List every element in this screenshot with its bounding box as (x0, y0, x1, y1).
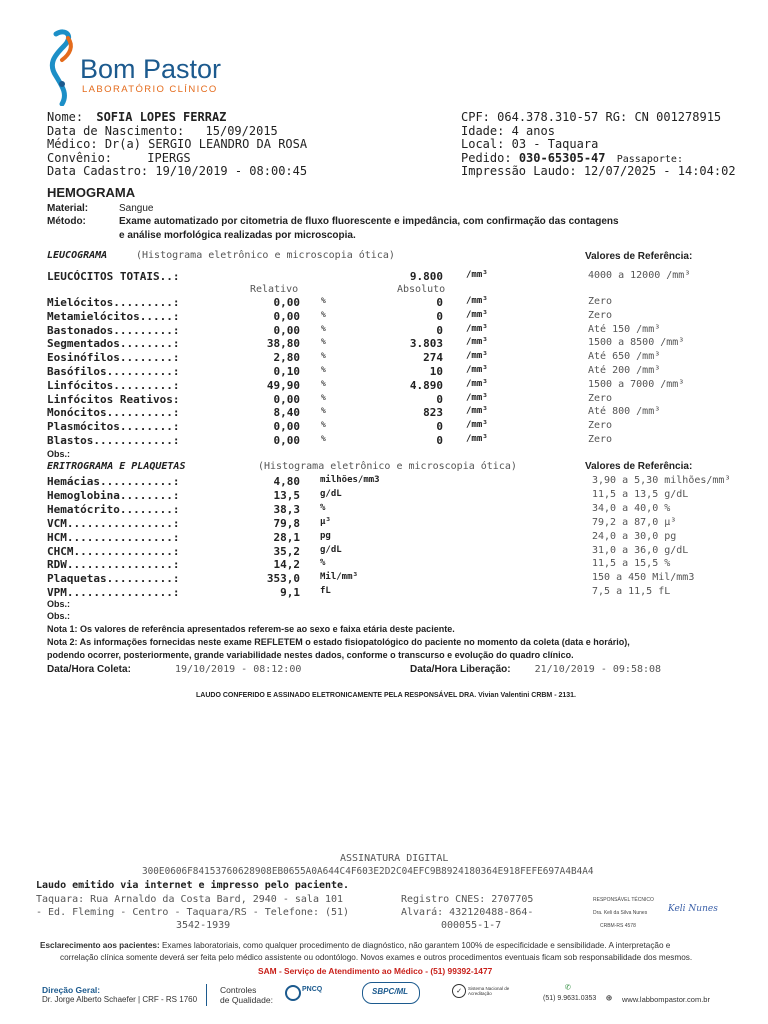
collect-date: 19/10/2019 - 08:12:00 (174, 664, 302, 675)
eritro-row-value: 38,3 (273, 502, 300, 516)
eritro-row (0, 572, 768, 585)
leuco-row-relative: 0,00 (273, 392, 300, 406)
leuco-row-percent: % (321, 365, 326, 374)
eritro-row (0, 517, 768, 530)
leuco-row-absolute: 823 (423, 406, 443, 420)
leuco-row-label: Segmentados........: (47, 337, 180, 351)
leuco-row-unit: /mm³ (466, 420, 488, 431)
eritro-row-value: 28,1 (273, 530, 300, 544)
order-label: Pedido: (461, 151, 512, 165)
alvara-line-2: 000055-1-7 (441, 920, 502, 931)
patient-name-line (47, 110, 226, 124)
age-value: 4 anos (511, 124, 555, 138)
leuco-row-unit: /mm³ (466, 392, 488, 403)
leuco-row-percent: % (321, 378, 326, 388)
doctor-name: Dr(a) SERGIO LEANDRO DA ROSA (104, 137, 308, 151)
leuco-row-absolute: 10 (429, 365, 443, 378)
leuco-row-relative: 8,40 (273, 406, 300, 420)
leuco-row-unit: /mm³ (466, 351, 488, 362)
eritro-row-value: 4,80 (273, 475, 300, 488)
leuco-row-ref: Zero (588, 434, 613, 445)
method-line-2: e análise morfológica realizadas por microscopia. (119, 230, 356, 241)
leuco-row-absolute: 3.803 (409, 337, 443, 351)
doctor-line (47, 137, 307, 151)
leuco-total-ref: 4000 a 12000 /mm³ (588, 270, 691, 281)
sam-line: SAM - Serviço de Atendimento ao Médico - (51) 99392-1477 (258, 966, 493, 976)
absolute-header: Absoluto (397, 284, 446, 295)
name-label: Nome: (47, 110, 84, 124)
material-value: Sangue (119, 203, 154, 214)
registered-line (47, 164, 307, 178)
leuco-row-unit: /mm³ (466, 323, 488, 334)
eritro-row-ref: 7,5 a 11,5 fL (592, 586, 671, 598)
leuco-row-percent: % (321, 323, 326, 333)
eritro-row-unit: g/dL (320, 544, 342, 555)
leuco-row-ref: Até 200 /mm³ (588, 365, 661, 376)
leuco-row-label: Metamielócitos.....: (47, 309, 180, 323)
leuco-row-percent: % (321, 392, 326, 402)
leuco-row (0, 420, 768, 433)
resp-signature: Keli Nunes (668, 904, 718, 914)
registered-label: Data Cadastro: (47, 164, 149, 178)
clarification-line-2: correlação clínica somente deverá ser feita pelo médico assistente ou odontólogo. Novos exames e outros procedimentos eventuais ficam sob responsabilidade dos mesmos. (60, 953, 693, 962)
eritro-row-label: Hematócrito........: (47, 502, 180, 516)
leuco-ref-header: Valores de Referência: (585, 251, 693, 262)
release-date: 21/10/2019 - 09:58:08 (534, 664, 662, 675)
eritro-row-unit: milhões/mm3 (320, 475, 380, 485)
leuco-row-label: Eosinófilos........: (47, 351, 180, 365)
leuco-row-relative: 0,10 (273, 365, 300, 378)
leuco-total-value: 9.800 (409, 270, 443, 283)
eritro-row-value: 35,2 (273, 544, 300, 558)
eritro-row-unit: fL (320, 586, 331, 597)
leuco-row-ref: Zero (588, 420, 613, 432)
leuco-row-label: Blastos............: (47, 434, 180, 447)
insurance-name: IPERGS (147, 151, 191, 165)
leuco-row-absolute: 0 (436, 392, 443, 406)
eritro-row-ref: 79,2 a 87,0 µ³ (592, 516, 677, 528)
eritro-row-value: 79,8 (273, 516, 300, 530)
address-line-2: - Ed. Fleming - Centro - Taquara/RS - Telefone: (51) (36, 907, 350, 918)
logo-mark-icon (42, 28, 84, 106)
leuco-row-ref: Até 800 /mm³ (588, 406, 661, 418)
eritro-obs-1: Obs.: (47, 599, 71, 609)
pncq-circle-icon (285, 985, 301, 1001)
leuco-row-relative: 0,00 (273, 420, 300, 434)
eritro-row (0, 558, 768, 571)
leuco-row (0, 324, 768, 337)
phone: (51) 9.9631.0353 (543, 995, 597, 1002)
leuco-total-unit: /mm³ (466, 270, 488, 280)
eritro-row (0, 503, 768, 516)
eritro-row-unit: µ³ (320, 516, 331, 527)
print-label: Impressão Laudo: (461, 164, 577, 178)
eritro-row-unit: pg (320, 530, 331, 541)
location-line (461, 137, 598, 151)
eritro-row-label: VPM................: (47, 586, 180, 600)
leuco-row-label: Monócitos..........: (47, 406, 180, 420)
eritro-row-label: Hemácias...........: (47, 475, 180, 488)
controls-line-2: de Qualidade: (220, 995, 273, 1005)
leuco-row-unit: /mm³ (466, 406, 488, 417)
leuco-row (0, 365, 768, 378)
sbpc-logo (362, 982, 420, 1004)
director-name: Dr. Jorge Alberto Schaefer | CRF - RS 1760 (42, 995, 198, 1004)
leuco-row-relative: 0,00 (273, 434, 300, 447)
insurance-label: Convênio: (47, 151, 113, 165)
age-line (461, 124, 555, 138)
leuco-row (0, 337, 768, 350)
eritro-row-value: 14,2 (273, 558, 300, 572)
logo-subtitle: LABORATÓRIO CLÍNICO (82, 84, 218, 95)
leuco-row-absolute: 0 (436, 420, 443, 434)
leuco-row-percent: % (321, 420, 326, 430)
leuco-total-row (0, 270, 768, 283)
eritro-row-unit: Mil/mm³ (320, 572, 358, 583)
pncq-text: PNCQ (302, 986, 323, 993)
method-line-1: Exame automatizado por citometria de fluxo fluorescente e impedância, com confirmação das contagens (119, 216, 619, 227)
birth-line (47, 124, 278, 138)
leuco-row-absolute: 0 (436, 309, 443, 323)
clarification-label: Esclarecimento aos pacientes: (40, 941, 160, 950)
leuco-row-percent: % (321, 296, 326, 305)
method-label: Método: (47, 216, 86, 227)
leuco-row-absolute: 0 (436, 323, 443, 337)
eritro-section-title: ERITROGRAMA E PLAQUETAS (47, 461, 186, 472)
leuco-row-unit: /mm³ (466, 378, 488, 389)
leuco-row-percent: % (321, 351, 326, 361)
leuco-row (0, 434, 768, 447)
leuco-row-ref: Zero (588, 309, 613, 321)
signed-note: LAUDO CONFERIDO E ASSINADO ELETRONICAMENTE PELA RESPONSÁVEL DRA. Vivian Valentini CRBM - 2131. (196, 692, 576, 699)
birth-date: 15/09/2015 (205, 124, 278, 138)
leuco-row-ref: Até 150 /mm³ (588, 323, 661, 335)
leuco-row-absolute: 274 (423, 351, 443, 365)
check-icon: ✓ (452, 984, 466, 998)
leuco-row-absolute: 0 (436, 296, 443, 309)
leuco-row-label: Linfócitos Reativos: (47, 392, 180, 406)
controls-line-1: Controles (220, 985, 257, 995)
leuco-row-relative: 0,00 (273, 296, 300, 309)
footer-divider (206, 984, 207, 1006)
material-label: Material: (47, 203, 89, 214)
logo (42, 28, 84, 106)
leuco-row (0, 296, 768, 309)
leuco-row-percent: % (321, 337, 326, 347)
eritro-row-label: RDW................: (47, 558, 180, 572)
cpf-label: CPF: (461, 110, 490, 124)
acred-text: Sistema Nacional de Acreditação (468, 986, 510, 996)
leuco-row (0, 351, 768, 364)
leuco-row-unit: /mm³ (466, 434, 488, 444)
leuco-row (0, 406, 768, 419)
cpf-value: 064.378.310-57 (497, 110, 599, 124)
note-2-line-2: podendo ocorrer, posteriormente, grande variabilidade nestes dados, conforme o transcurso e evolução do quadro clínico. (47, 650, 574, 660)
eritro-obs-2: Obs.: (47, 611, 71, 621)
registered-date: 19/10/2019 - 08:00:45 (155, 164, 308, 178)
leuco-row-label: Linfócitos.........: (47, 378, 180, 392)
alvara-line-1: Alvará: 432120488-864- (401, 907, 534, 918)
logo-name: Bom Pastor (80, 54, 222, 84)
rg-value: CN 001278915 (634, 110, 722, 124)
eritro-row-value: 9,1 (280, 586, 300, 600)
eritro-row (0, 586, 768, 599)
leuco-row-percent: % (321, 406, 326, 416)
leuco-row-relative: 2,80 (273, 351, 300, 365)
release-label: Data/Hora Liberação: (410, 664, 511, 675)
eritro-row-unit: g/dL (320, 488, 342, 499)
print-date: 12/07/2025 - 14:04:02 (583, 164, 736, 178)
eritro-row (0, 531, 768, 544)
eritro-row-ref: 3,90 a 5,30 milhões/mm³ (592, 475, 731, 486)
globe-icon: ⊕ (606, 993, 613, 1004)
exam-title: HEMOGRAMA (47, 185, 136, 200)
address-line-3: 3542-1939 (176, 920, 231, 931)
leuco-row-label: Plasmócitos........: (47, 420, 180, 434)
eritro-row-label: Hemoglobina........: (47, 488, 180, 502)
eritro-row-ref: 34,0 a 40,0 % (592, 502, 671, 514)
cnes: Registro CNES: 2707705 (401, 894, 534, 905)
relative-header: Relativo (250, 284, 299, 295)
leuco-row-percent: % (321, 309, 326, 319)
resp-name: Dra. Keli da Silva Nunes (593, 910, 648, 916)
leuco-row-unit: /mm³ (466, 365, 488, 375)
leuco-row-ref: 1500 a 7000 /mm³ (588, 378, 685, 390)
leuco-row-relative: 38,80 (266, 337, 300, 351)
leuco-row-label: Basófilos..........: (47, 365, 180, 378)
leuco-row-ref: Zero (588, 296, 613, 307)
leuco-row (0, 379, 768, 392)
leuco-row-unit: /mm³ (466, 296, 488, 306)
eritro-row-ref: 11,5 a 13,5 g/dL (592, 488, 689, 500)
passport-label: Passaporte: (616, 154, 683, 165)
leuco-section-note: (Histograma eletrônico e microscopia ótica) (136, 250, 395, 261)
leuco-row-percent: % (321, 434, 326, 443)
location-value: 03 - Taquara (511, 137, 599, 151)
eritro-row-value: 13,5 (273, 488, 300, 502)
eritro-row-ref: 31,0 a 36,0 g/dL (592, 544, 689, 556)
leuco-row-relative: 0,00 (273, 309, 300, 323)
insurance-line (47, 151, 191, 165)
leuco-row-ref: Zero (588, 392, 613, 404)
leuco-row-ref: Até 650 /mm³ (588, 351, 661, 363)
leuco-row-relative: 0,00 (273, 323, 300, 337)
birth-label: Data de Nascimento: (47, 124, 185, 138)
location-label: Local: (461, 137, 505, 151)
order-value: 030-65305-47 (518, 151, 606, 165)
director-label: Direção Geral: (42, 985, 101, 995)
collect-label: Data/Hora Coleta: (47, 664, 131, 675)
leuco-row-label: Mielócitos.........: (47, 296, 180, 309)
eritro-row (0, 489, 768, 502)
doctor-label: Médico: (47, 137, 98, 151)
address-line-1: Taquara: Rua Arnaldo da Costa Bard, 2940 - sala 101 (36, 894, 344, 905)
leuco-row (0, 393, 768, 406)
leuco-row-label: Bastonados.........: (47, 323, 180, 337)
leuco-row-absolute: 0 (436, 434, 443, 447)
clarification-line-1 (40, 941, 670, 950)
eritro-row-ref: 11,5 a 15,5 % (592, 558, 671, 570)
rg-label: RG: (605, 110, 628, 124)
eritro-row-unit: % (320, 502, 326, 513)
note-1: Nota 1: Os valores de referência apresentados referem-se ao sexo e faixa etária deste paciente. (47, 624, 455, 634)
print-line (461, 164, 736, 178)
eritro-row-value: 353,0 (266, 572, 300, 586)
eritro-section-note: (Histograma eletrônico e microscopia ótica) (258, 461, 517, 472)
leuco-row-relative: 49,90 (266, 378, 300, 392)
eritro-row-ref: 150 a 450 Mil/mm3 (592, 572, 695, 584)
leuco-row-unit: /mm³ (466, 309, 488, 320)
release-line (410, 664, 661, 675)
collect-line (47, 664, 301, 675)
patient-name: SOFIA LOPES FERRAZ (96, 110, 227, 124)
resp-title: RESPONSÁVEL TÉCNICO (593, 897, 654, 903)
eritro-row-label: Plaquetas..........: (47, 572, 180, 586)
material-line (47, 203, 154, 214)
eritro-row-label: HCM................: (47, 530, 180, 544)
eritro-row-ref: 24,0 a 30,0 pg (592, 530, 677, 542)
resp-crbm: CRBM-RS 4578 (600, 923, 636, 929)
clarification-text-1: Exames laboratoriais, como qualquer procedimento de diagnóstico, não garantem 100% de especificidade e sensibilidade. A interpretação e (159, 941, 671, 950)
signature-title: ASSINATURA DIGITAL (340, 853, 449, 864)
leuco-section-title: LEUCOGRAMA (47, 250, 108, 261)
eritro-row-label: VCM................: (47, 516, 180, 530)
eritro-row-label: CHCM...............: (47, 544, 180, 558)
sbpc-text: SBPC/ML (372, 987, 408, 996)
leuco-row-unit: /mm³ (466, 337, 488, 348)
age-label: Idade: (461, 124, 505, 138)
leuco-obs: Obs.: (47, 449, 71, 459)
eritro-row-unit: % (320, 558, 326, 569)
signature-hash: 300E0606F84153760628908EB0655A0A644C4F603E2D2C04EFC9B8924180364E918FEFE697A4B4A4 (142, 866, 594, 877)
eritro-ref-header: Valores de Referência: (585, 461, 693, 472)
whatsapp-icon: ✆ (565, 982, 572, 993)
website[interactable]: www.labbompastor.com.br (622, 995, 710, 1004)
leuco-row (0, 310, 768, 323)
internet-note: Laudo emitido via internet e impresso pelo paciente. (36, 880, 350, 891)
order-line (461, 151, 683, 165)
eritro-row (0, 545, 768, 558)
eritro-row (0, 475, 768, 488)
leuco-row-ref: 1500 a 8500 /mm³ (588, 337, 685, 349)
leuco-total-label: LEUCÓCITOS TOTAIS..: (47, 270, 180, 283)
note-2-line-1: Nota 2: As informações fornecidas neste exame REFLETEM o estado fisiopatológico do paciente no momento da coleta (data e horário), (47, 637, 630, 647)
leuco-row-absolute: 4.890 (409, 378, 443, 392)
cpf-line (461, 110, 721, 124)
